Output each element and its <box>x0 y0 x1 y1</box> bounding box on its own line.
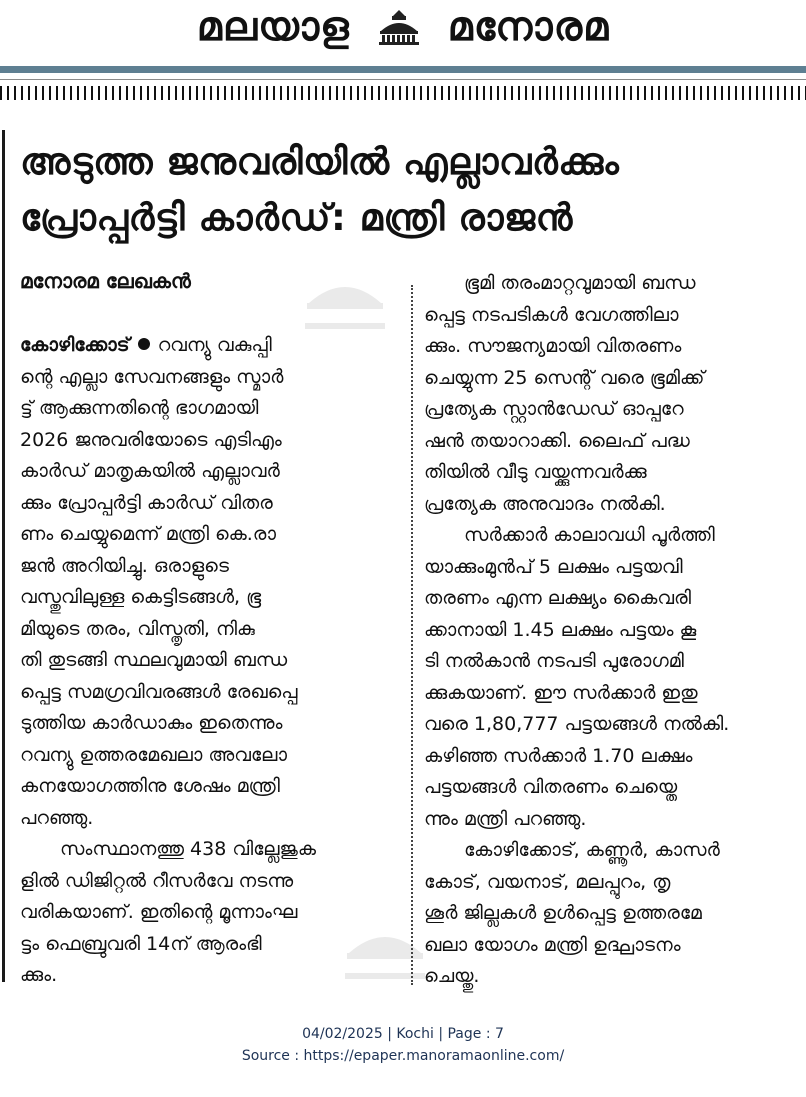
text-line: ക്കും. സൗജന്യമായി വിതരണം <box>424 335 682 357</box>
text-line: പറഞ്ഞു. <box>20 806 94 829</box>
text-line: ക്കാനായി 1.45 ലക്ഷം പട്ടയം കൂ <box>424 618 697 641</box>
text-line: ട്ട് ആക്കുന്നതിന്റെ ഭാഗമായി <box>20 397 259 419</box>
text-line: കനയോഗത്തിനു ശേഷം മന്ത്രി <box>20 775 280 797</box>
text-line: ന്നും മന്ത്രി പറഞ്ഞു. <box>424 807 587 830</box>
text-line: പട്ടയങ്ങൾ വിതരണം ചെയ്തെ <box>424 776 678 798</box>
text-line: തിയിൽ വീടു വയ്ക്കുന്നവർക്കു <box>424 461 647 483</box>
headline-line: പ്രോപ്പർട്ടി കാർഡ്: മന്ത്രി രാജൻ <box>20 196 573 239</box>
column-separator <box>411 285 413 985</box>
text-line: വരെ 1,80,777 പട്ടയങ്ങൾ നൽകി. <box>424 713 730 735</box>
text-line: ന്റെ എല്ലാ സേവനങ്ങളും സ്മാർ <box>20 365 284 388</box>
article-column-right <box>424 268 802 993</box>
article-column-left <box>20 330 405 992</box>
masthead-title-right: മനോരമ <box>447 4 610 50</box>
text-line: കോഴിക്കോട്, കണ്ണൂർ, കാസർ <box>464 839 720 861</box>
text-line: ക്കും. <box>20 964 58 986</box>
byline: മനോരമ ലേഖകൻ <box>20 269 191 293</box>
text-line: ടി നൽകാൻ നടപടി പുരോഗമി <box>424 650 684 672</box>
text-line: പ്രത്യേക അനുവാദം നൽകി. <box>424 492 666 515</box>
text-line: ശൂർ ജില്ലകൾ ഉൾപ്പെട്ട ഉത്തരമേ <box>424 902 702 924</box>
emblem-icon <box>375 7 423 47</box>
masthead-rule-thin <box>0 79 806 80</box>
text-line: പ്രത്യേക സ്റ്റാൻഡേഡ് ഓപ്പറേ <box>424 398 684 420</box>
text-line: 2026 ജനുവരിയോടെ എടിഎം <box>20 428 282 451</box>
text-line: കോട്, വയനാട്, മലപ്പുറം, തൃ <box>424 870 671 893</box>
dateline-place: കോഴിക്കോട് <box>20 334 130 356</box>
masthead-title <box>0 2 806 50</box>
text-line: വരികയാണ്. ഇതിന്റെ മൂന്നാംഘ <box>20 901 298 923</box>
masthead-rule-bar <box>0 66 806 73</box>
text-line: ക്കും പ്രോപ്പർട്ടി കാർഡ് വിതര <box>20 491 273 514</box>
text-line: ണം ചെയ്യുമെന്ന് മന്ത്രി കെ.രാ <box>20 523 276 545</box>
text-line: റവന്യു ഉത്തരമേഖലാ അവലോ <box>20 743 287 766</box>
text-line: ചെയ്തു. <box>424 965 480 987</box>
text-line: ക്കുകയാണ്. ഈ സർക്കാർ ഇതു <box>424 681 698 704</box>
text-line: യാക്കുംമുൻപ് 5 ലക്ഷം പട്ടയവി <box>424 555 683 578</box>
text-line: വസ്തുവിലുള്ള കെട്ടിടങ്ങൾ, ഭൂ <box>20 586 262 608</box>
article-headline <box>20 134 800 246</box>
masthead-rule-dotted <box>0 86 806 100</box>
text-line: ട്ടം ഫെബ്രുവരി 14ന് ആരംഭി <box>20 932 262 955</box>
masthead <box>0 0 806 60</box>
footer-edition-info: 04/02/2025 | Kochi | Page : 7 <box>302 1026 504 1042</box>
text-line: തി തുടങ്ങി സ്ഥലവുമായി ബന്ധ <box>20 649 288 671</box>
headline-line: അടുത്ത ജനുവരിയിൽ എല്ലാവർക്കും <box>20 140 620 183</box>
masthead-title-left: മലയാള <box>196 4 350 50</box>
text-line: ളിൽ ഡിജിറ്റൽ റീസർവേ നടന്നു <box>20 869 294 892</box>
text-line: കഴിഞ്ഞ സർക്കാർ 1.70 ലക്ഷം <box>424 744 693 767</box>
text-line: ജൻ അറിയിച്ചു. ഒരാളുടെ <box>20 554 229 577</box>
text-line: തരണം എന്ന ലക്ഷ്യം കൈവരി <box>424 587 692 609</box>
text-line: ഷൻ തയാറാക്കി. ലൈഫ് പദ്ധ <box>424 429 690 452</box>
text-line: സംസ്ഥാനത്തു 438 വില്ലേജുക <box>60 838 316 860</box>
article-left-border <box>2 130 5 982</box>
bullet-icon <box>138 338 150 350</box>
text-line <box>20 330 405 362</box>
text-line: മിയുടെ തരം, വിസ്തൃതി, നികു <box>20 617 255 640</box>
text-line: പ്പെട്ട നടപടികൾ വേഗത്തിലാ <box>424 303 679 326</box>
text-line: സർക്കാർ കാലാവധി പൂർത്തി <box>464 524 715 546</box>
text-line: ടുത്തിയ കാർഡാകും ഇതെന്നും <box>20 712 283 734</box>
text-line: ചെയ്യുന്ന 25 സെന്റ് വരെ ഭൂമിക്ക് <box>424 366 705 389</box>
text-line-content: റവന്യു വകുപ്പി <box>157 334 272 356</box>
footer-source-link[interactable]: Source : https://epaper.manoramaonline.com/ <box>241 1048 565 1064</box>
text-line: ഖലാ യോഗം മന്ത്രി ഉദ്ഘാടനം <box>424 933 681 956</box>
text-line: ഭൂമി തരംമാറ്റവുമായി ബന്ധ <box>464 272 696 294</box>
text-line: കാർഡ് മാതൃകയിൽ എല്ലാവർ <box>20 460 280 482</box>
text-line: പ്പെട്ട സമഗ്രവിവരങ്ങൾ രേഖപ്പെ <box>20 680 298 703</box>
